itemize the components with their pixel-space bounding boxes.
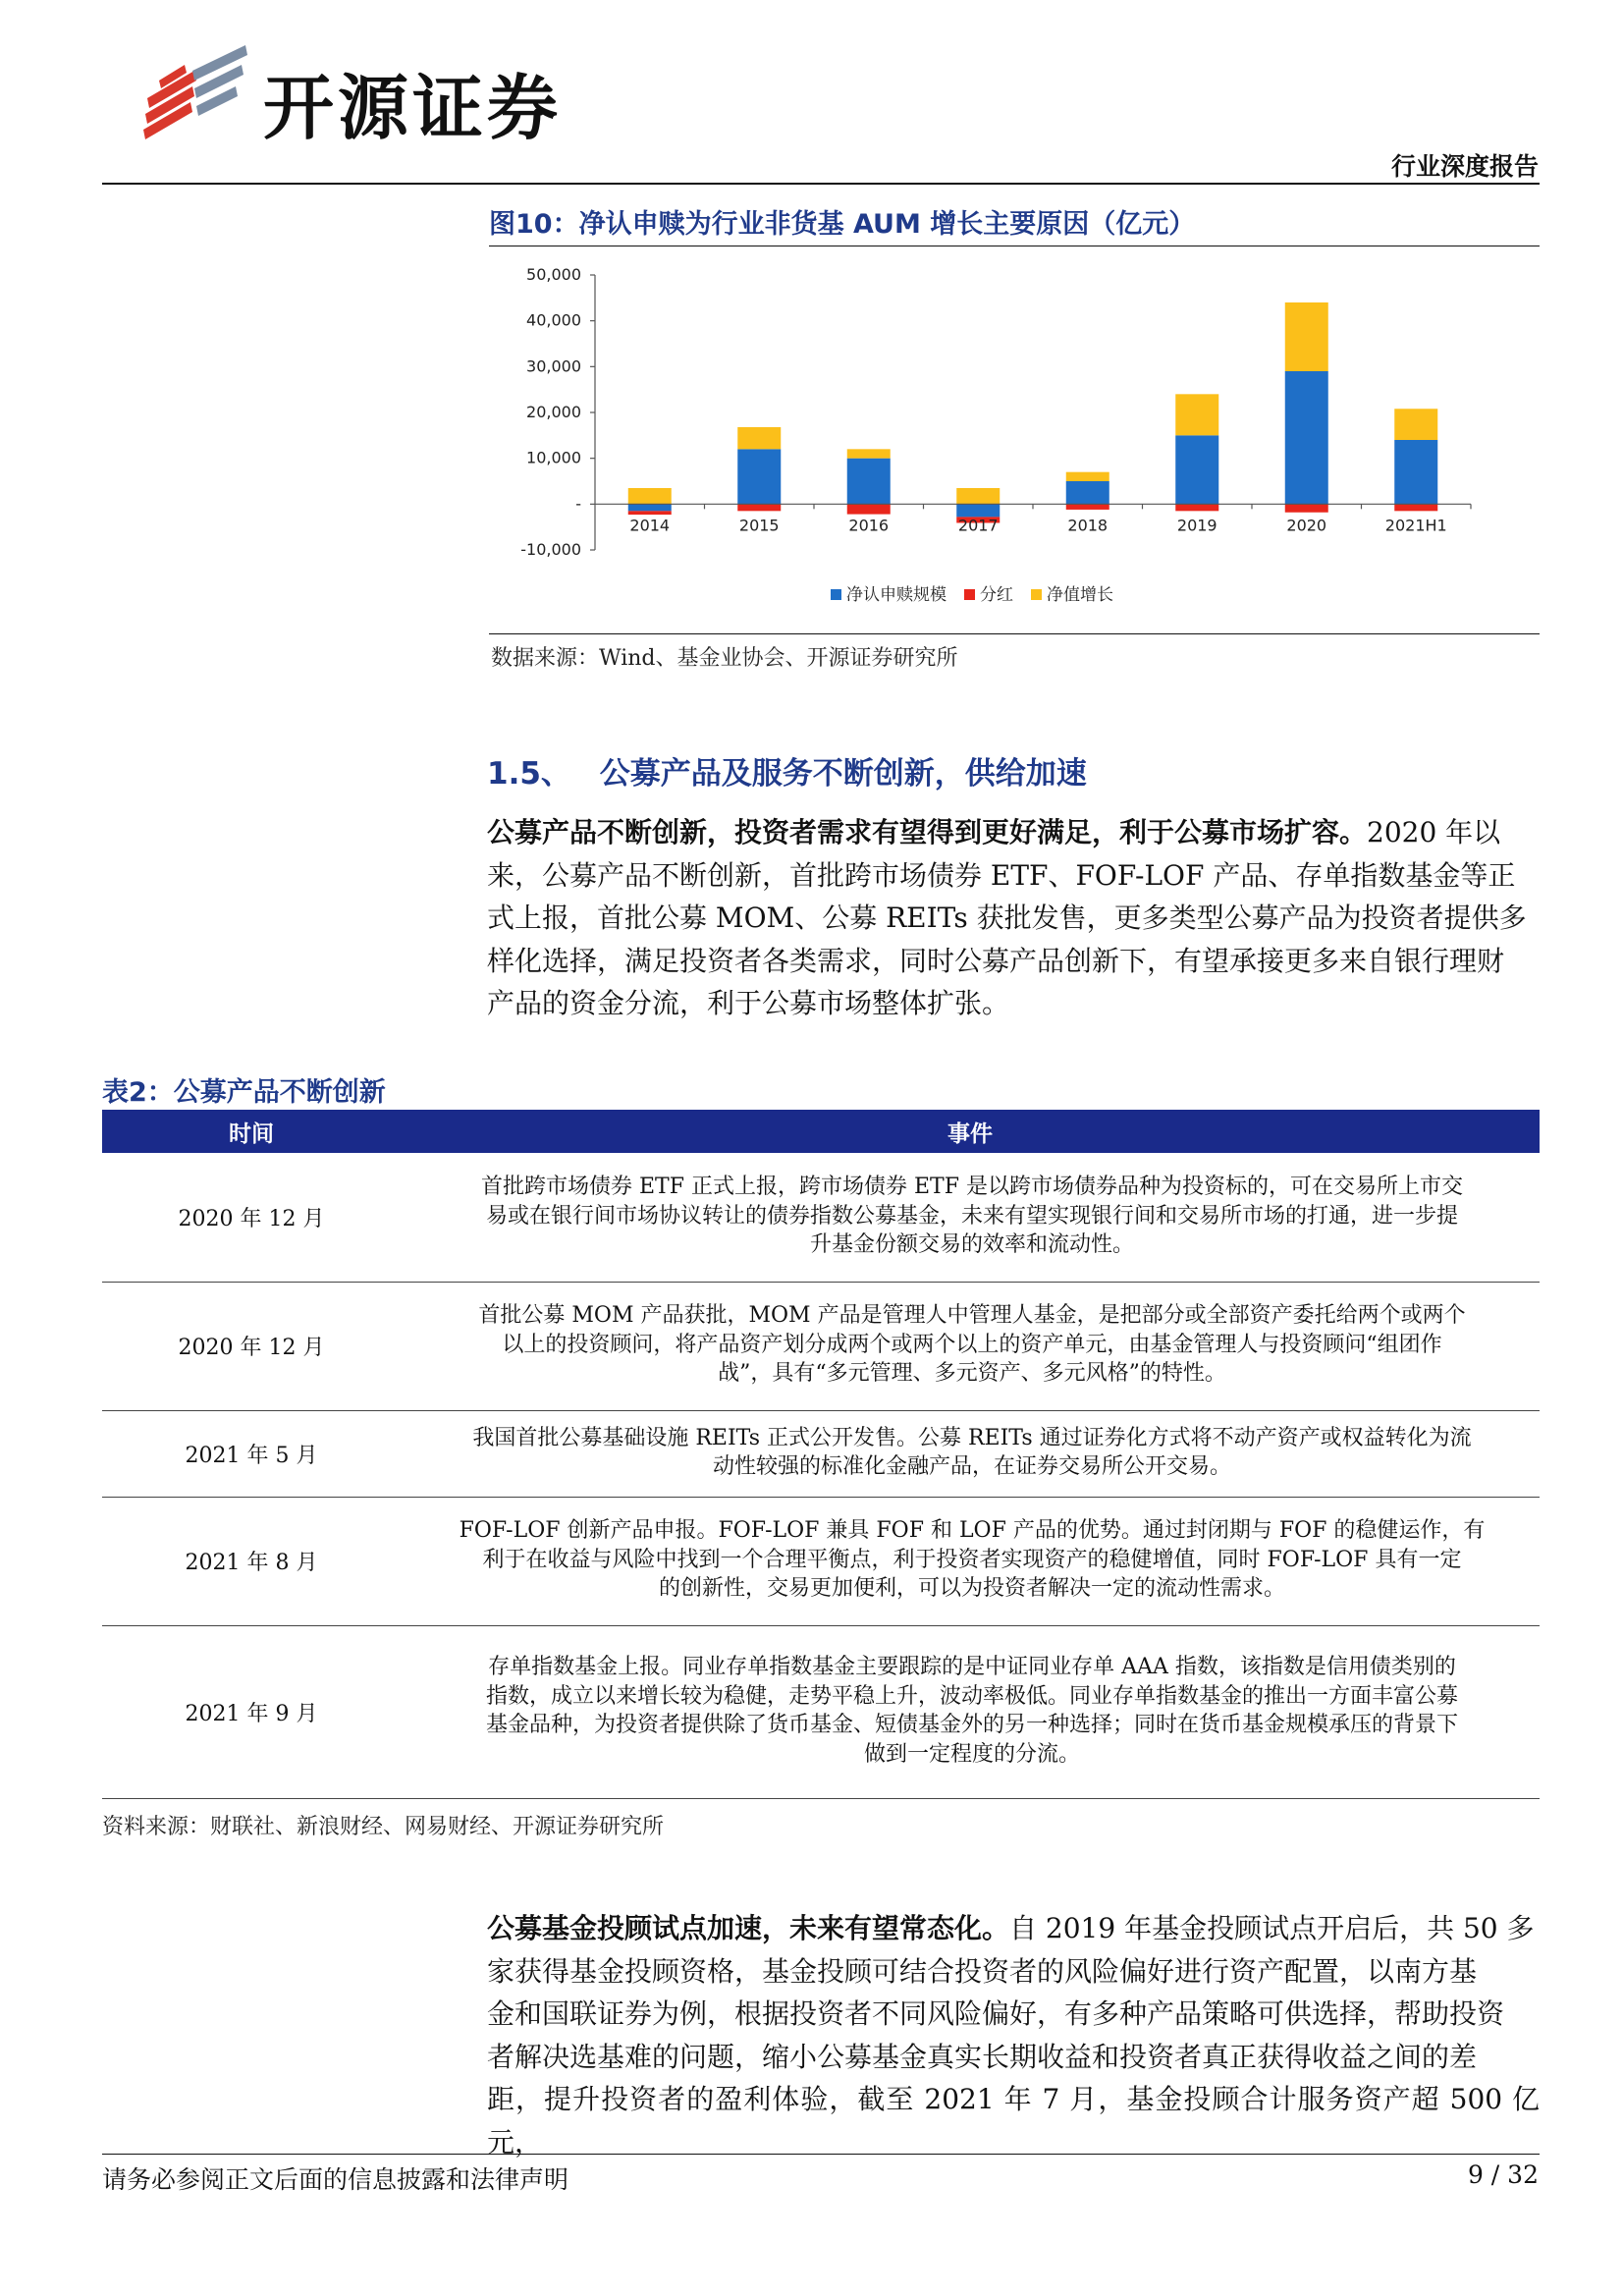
report-type: 行业深度报告 xyxy=(1390,152,1539,181)
legend xyxy=(831,585,1113,605)
bar-segment xyxy=(847,449,891,458)
bar-segment xyxy=(737,427,781,449)
paragraph-line: 样化选择，满足投资者各类需求，同时公募产品创新下，有望承接更多来自银行理财 xyxy=(487,944,1505,977)
row-time: 2020 年 12 月 xyxy=(102,1282,401,1410)
bar-segment xyxy=(1066,481,1109,504)
brand-name: 开源证券 xyxy=(263,67,563,149)
x-axis xyxy=(595,504,1471,534)
legend-swatch xyxy=(964,589,975,600)
bar-segment xyxy=(1285,504,1328,512)
y-axis xyxy=(520,265,595,559)
row-event: 首批公募 MOM 产品获批，MOM 产品是管理人中管理人基金，是把部分或全部资产委托给两个或两个 以上的投资顾问，将产品资产划分成两个或两个以上的资产单元，由基金管理人与投资顾问“组团作 战”，具有“多元管理、多元资产、多元风格”的特性。 xyxy=(401,1282,1540,1410)
table-row xyxy=(102,1625,1540,1798)
events-table xyxy=(102,1110,1540,1799)
y-tick-label: 10,000 xyxy=(526,448,581,467)
figure-source: 数据来源：Wind、基金业协会、开源证券研究所 xyxy=(491,646,958,671)
bar-segment xyxy=(1285,371,1328,504)
paragraph-line: 金和国联证券为例，根据投资者不同风险偏好，有多种产品策略可供选择，帮助投资 xyxy=(487,1997,1505,2030)
x-tick-label: 2017 xyxy=(957,516,999,535)
bar-segment xyxy=(1394,504,1437,511)
table-source: 资料来源：财联社、新浪财经、网易财经、开源证券研究所 xyxy=(102,1815,665,1839)
bar-segment xyxy=(628,488,672,504)
chart-svg xyxy=(489,253,1540,631)
paragraph-line: 自 2019 年基金投顾试点开启后，共 50 多 xyxy=(1009,1912,1535,1944)
chart xyxy=(489,253,1540,631)
logo-red-stripes xyxy=(143,65,196,139)
row-time: 2021 年 9 月 xyxy=(102,1625,401,1798)
paragraph-2-lead: 公募基金投顾试点加速，未来有望常态化。 xyxy=(487,1912,1010,1944)
bar-segment xyxy=(847,459,891,505)
table-row xyxy=(102,1497,1540,1625)
table-row xyxy=(102,1282,1540,1410)
legend-swatch xyxy=(1031,589,1042,600)
bar-segment xyxy=(1175,435,1218,504)
y-tick-label: 50,000 xyxy=(526,265,581,284)
bars xyxy=(628,302,1438,522)
paragraph-line: 来，公募产品不断创新，首批跨市场债券 ETF、FOF-LOF 产品、存单指数基金等正 xyxy=(487,858,1516,892)
row-event: FOF-LOF 创新产品申报。FOF-LOF 兼具 FOF 和 LOF 产品的优势。通过封闭期与 FOF 的稳健运作，有 利于在收益与风险中找到一个合理平衡点，利于投资者实现资产的稳健增值，同时 FOF-LOF 具有一定 的创新性，交易更加便利，可以为投资者解决一定的流动性需求。 xyxy=(401,1497,1540,1625)
table-header-time: 时间 xyxy=(102,1110,401,1153)
table-header-event: 事件 xyxy=(401,1110,1540,1153)
bar-segment xyxy=(628,511,672,515)
page-number: 9 / 32 xyxy=(1467,2160,1539,2189)
legend-label: 净认申赎规模 xyxy=(846,585,947,605)
y-tick-label: -10,000 xyxy=(520,540,581,559)
y-tick-label: 20,000 xyxy=(526,403,581,421)
row-event: 存单指数基金上报。同业存单指数基金主要跟踪的是中证同业存单 AAA 指数，该指数是信用债类别的 指数，成立以来增长较为稳健，走势平稳上升，波动率极低。同业存单指数基金的推出一方面丰富公募 基金品种，为投资者提供除了货币基金、短债基金外的另一种选择；同时在货币基金规模承压的背景下 做到一定程度的分流。 xyxy=(401,1625,1540,1798)
bar-segment xyxy=(1066,472,1109,481)
row-event: 首批跨市场债券 ETF 正式上报，跨市场债券 ETF 是以跨市场债券品种为投资标的，可在交易所上市交 易或在银行间市场协议转让的债券指数公募基金，未来有望实现银行间和交易所市场的打通，进一步提 升基金份额交易的效率和流动性。 xyxy=(401,1153,1540,1282)
figure-title: 图10：净认申赎为行业非货基 AUM 增长主要原因（亿元） xyxy=(489,209,1196,240)
row-time: 2020 年 12 月 xyxy=(102,1153,401,1282)
paragraph-2 xyxy=(487,1907,1540,2163)
row-event: 我国首批公募基础设施 REITs 正式公开发售。公募 REITs 通过证券化方式将不动产资产或权益转化为流 动性较强的标准化金融产品，在证券交易所公开交易。 xyxy=(401,1410,1540,1497)
table-title: 表2：公募产品不断创新 xyxy=(102,1077,386,1108)
paragraph-1 xyxy=(487,811,1540,1025)
bar-segment xyxy=(737,504,781,511)
paragraph-line: 2020 年以 xyxy=(1367,816,1501,848)
x-tick-label: 2020 xyxy=(1286,516,1327,535)
paragraph-line: 产品的资金分流，利于公募市场整体扩张。 xyxy=(487,987,1010,1019)
x-tick-label: 2015 xyxy=(738,516,780,535)
section-heading xyxy=(487,748,1087,793)
paragraph-line: 距，提升投资者的盈利体验，截至 2021 年 7 月，基金投顾合计服务资产超 500 亿元， xyxy=(487,2083,1540,2159)
x-tick-label: 2016 xyxy=(848,516,890,535)
x-tick-label: 2014 xyxy=(629,516,671,535)
paragraph-1-lead: 公募产品不断创新，投资者需求有望得到更好满足，利于公募市场扩容。 xyxy=(487,816,1368,848)
table-row xyxy=(102,1410,1540,1497)
paragraph-line: 家获得基金投顾资格，基金投顾可结合投资者的风险偏好进行资产配置，以南方基 xyxy=(487,1954,1478,1988)
y-tick-label: 40,000 xyxy=(526,310,581,330)
bar-segment xyxy=(1394,440,1437,504)
bar-segment xyxy=(1066,504,1109,510)
paragraph-line: 式上报，首批公募 MOM、公募 REITs 获批发售，更多类型公募产品为投资者提供多 xyxy=(487,902,1527,934)
legend-swatch xyxy=(831,589,841,600)
row-time: 2021 年 5 月 xyxy=(102,1410,401,1497)
table-row xyxy=(102,1153,1540,1282)
footer-rule xyxy=(102,2154,1540,2155)
bar-segment xyxy=(737,449,781,504)
logo-gray-stripes xyxy=(192,45,247,116)
y-tick-label: 30,000 xyxy=(526,356,581,376)
bar-segment xyxy=(628,504,672,511)
legend-label: 分红 xyxy=(980,585,1013,605)
bar-segment xyxy=(1175,504,1218,511)
figure-bottom-rule xyxy=(489,633,1540,634)
y-tick-label: - xyxy=(575,494,581,514)
footer-disclaimer: 请务必参阅正文后面的信息披露和法律声明 xyxy=(102,2165,569,2194)
section-title: 公募产品及服务不断创新，供给加速 xyxy=(599,756,1087,792)
bar-segment xyxy=(1175,394,1218,435)
section-number: 1.5、 xyxy=(487,756,571,792)
bar-segment xyxy=(1394,409,1437,440)
logo-mark-icon xyxy=(137,41,255,149)
bar-segment xyxy=(847,504,891,514)
x-tick-label: 2018 xyxy=(1067,516,1109,535)
bar-segment xyxy=(1285,302,1328,371)
x-tick-label: 2021H1 xyxy=(1384,516,1447,535)
x-tick-label: 2019 xyxy=(1176,516,1217,535)
brand-logo xyxy=(137,41,255,149)
header-rule xyxy=(102,183,1540,185)
legend-label: 净值增长 xyxy=(1047,585,1113,605)
row-time: 2021 年 8 月 xyxy=(102,1497,401,1625)
bar-segment xyxy=(956,488,1000,504)
paragraph-line: 者解决选基难的问题，缩小公募基金真实长期收益和投资者真正获得收益之间的差 xyxy=(487,2040,1478,2073)
